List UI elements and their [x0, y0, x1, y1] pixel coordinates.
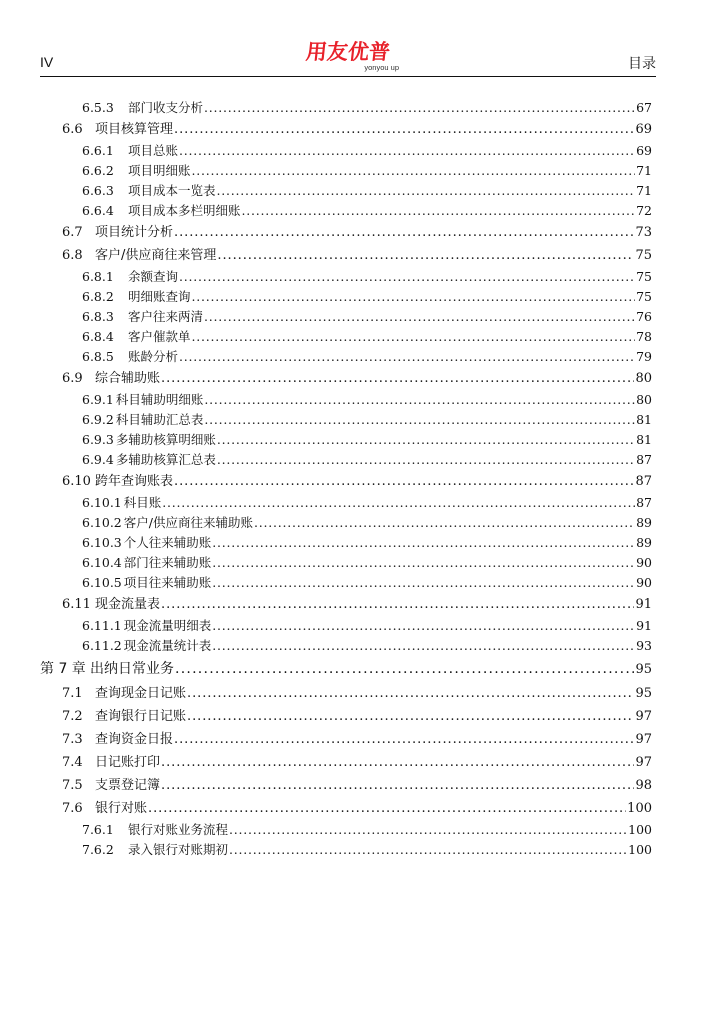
toc-entry-number: 6.10.5 — [82, 575, 122, 590]
toc-entry[interactable] — [40, 728, 652, 751]
toc-dot-leader — [161, 593, 634, 616]
brand-logo — [293, 40, 403, 80]
toc-entry-page: 71 — [636, 163, 652, 178]
toc-entry-title: 部门往来辅助账 — [123, 555, 212, 570]
toc-entry-title: 客户/供应商往来辅助账 — [123, 515, 253, 530]
toc-entry[interactable] — [40, 513, 652, 533]
toc-entry-title: 银行对账 — [95, 801, 148, 816]
toc-entry-title: 录入银行对账期初 — [128, 842, 229, 857]
toc-entry[interactable] — [40, 181, 652, 201]
toc-dot-leader — [229, 820, 627, 840]
toc-entry-title: 账龄分析 — [128, 349, 179, 364]
toc-dot-leader — [229, 840, 627, 860]
toc-entry-number: 6.10.4 — [82, 555, 122, 570]
toc-dot-leader — [212, 636, 635, 656]
toc-entry-title: 余额查询 — [128, 269, 179, 284]
toc-entry[interactable] — [40, 267, 652, 287]
toc-dot-leader — [192, 161, 636, 181]
toc-entry-page: 87 — [635, 474, 652, 489]
toc-entry-title: 项目核算管理 — [95, 122, 174, 137]
toc-entry[interactable] — [40, 840, 652, 860]
toc-dot-leader — [242, 201, 636, 221]
toc-entry-page: 75 — [635, 248, 652, 263]
toc-entry-page: 80 — [635, 371, 652, 386]
toc-entry-page: 90 — [636, 575, 652, 590]
toc-entry-number: 6.9.1 — [82, 392, 114, 407]
toc-entry-page: 69 — [635, 122, 652, 137]
toc-dot-leader — [212, 573, 635, 593]
toc-entry-number: 6.6 — [62, 122, 83, 137]
toc-entry-number: 7.4 — [62, 755, 83, 770]
toc-entry-number: 6.10.2 — [82, 515, 122, 530]
toc-entry[interactable] — [40, 347, 652, 367]
logo-chinese-text: 用友优普 — [304, 40, 392, 64]
toc-entry-page: 97 — [635, 755, 652, 770]
toc-entry-number: 6.8.2 — [82, 289, 114, 304]
toc-entry-number: 6.9.2 — [82, 412, 114, 427]
toc-entry-page: 72 — [636, 203, 652, 218]
toc-entry-number: 6.8.3 — [82, 309, 114, 324]
toc-entry-title: 支票登记簿 — [95, 778, 161, 793]
toc-dot-leader — [192, 327, 636, 347]
toc-entry[interactable] — [40, 287, 652, 307]
toc-entry[interactable] — [40, 656, 652, 682]
toc-entry-page: 89 — [636, 515, 652, 530]
toc-dot-leader — [217, 181, 636, 201]
toc-dot-leader — [174, 470, 634, 493]
toc-entry[interactable] — [40, 682, 652, 705]
toc-dot-leader — [179, 347, 635, 367]
toc-entry-number: 6.8.1 — [82, 269, 114, 284]
toc-entry-page: 93 — [636, 638, 652, 653]
toc-entry-number: 7.6.1 — [82, 822, 114, 837]
toc-entry-page: 87 — [636, 495, 652, 510]
toc-entry-number: 6.8 — [62, 248, 83, 263]
toc-entry[interactable] — [40, 573, 652, 593]
toc-dot-leader — [174, 118, 634, 141]
toc-dot-leader — [187, 705, 634, 728]
toc-entry-title: 客户往来两清 — [128, 309, 204, 324]
toc-dot-leader — [161, 751, 634, 774]
toc-entry-number: 7.6 — [62, 801, 83, 816]
toc-dot-leader — [192, 287, 636, 307]
toc-dot-leader — [204, 410, 635, 430]
toc-entry-page: 79 — [636, 349, 652, 364]
toc-entry-number: 第 7 章 — [40, 661, 86, 677]
toc-entry-title: 科目辅助汇总表 — [115, 412, 204, 427]
toc-entry-title: 客户催款单 — [128, 329, 191, 344]
toc-entry-number: 6.10.1 — [82, 495, 122, 510]
toc-dot-leader — [179, 141, 635, 161]
toc-entry-page: 80 — [636, 392, 652, 407]
toc-entry-number: 6.9 — [62, 371, 83, 386]
page-header — [40, 36, 656, 76]
toc-entry[interactable] — [40, 141, 652, 161]
toc-entry[interactable] — [40, 410, 652, 430]
toc-dot-leader — [174, 221, 634, 244]
toc-entry-page: 100 — [628, 822, 652, 837]
toc-dot-leader — [161, 774, 634, 797]
toc-entry-page: 69 — [636, 143, 652, 158]
toc-entry-number: 7.3 — [62, 732, 83, 747]
toc-entry-title: 现金流量表 — [95, 597, 161, 612]
toc-dot-leader — [212, 533, 635, 553]
toc-dot-leader — [161, 367, 634, 390]
page-number: IV — [40, 54, 54, 70]
toc-entry-page: 75 — [636, 289, 652, 304]
toc-entry-page: 78 — [636, 329, 652, 344]
toc-entry[interactable] — [40, 327, 652, 347]
toc-entry-number: 6.6.1 — [82, 143, 114, 158]
toc-entry-page: 97 — [635, 732, 652, 747]
toc-entry-number: 7.6.2 — [82, 842, 114, 857]
toc-entry-number: 6.6.4 — [82, 203, 114, 218]
toc-dot-leader — [162, 493, 635, 513]
toc-entry-title: 出纳日常业务 — [90, 661, 174, 677]
toc-entry-title: 个人往来辅助账 — [123, 535, 212, 550]
toc-entry[interactable] — [40, 307, 652, 327]
toc-entry-title: 项目统计分析 — [95, 225, 174, 240]
toc-entry[interactable] — [40, 533, 652, 553]
toc-dot-leader — [148, 797, 626, 820]
toc-entry-title: 项目成本一览表 — [128, 183, 216, 198]
toc-entry[interactable] — [40, 493, 652, 513]
toc-entry[interactable] — [40, 221, 652, 244]
toc-entry-title: 部门收支分析 — [128, 100, 204, 115]
toc-entry[interactable] — [40, 161, 652, 181]
toc-entry-title: 项目往来辅助账 — [123, 575, 212, 590]
toc-entry[interactable] — [40, 774, 652, 797]
toc-entry-page: 76 — [636, 309, 652, 324]
toc-dot-leader — [217, 430, 635, 450]
toc-entry-number: 6.9.4 — [82, 452, 114, 467]
toc-entry[interactable] — [40, 201, 652, 221]
toc-entry-page: 100 — [628, 842, 652, 857]
toc-entry-number: 6.8.4 — [82, 329, 114, 344]
toc-entry-number: 6.6.2 — [82, 163, 114, 178]
toc-entry-title: 多辅助核算明细账 — [115, 432, 216, 447]
toc-dot-leader — [179, 267, 635, 287]
toc-dot-leader — [204, 307, 635, 327]
toc-entry-number: 6.6.3 — [82, 183, 114, 198]
toc-dot-leader — [204, 98, 635, 118]
toc-entry-number: 6.10.3 — [82, 535, 122, 550]
toc-entry-title: 明细账查询 — [128, 289, 191, 304]
toc-entry-page: 91 — [636, 618, 652, 633]
toc-entry-title: 项目成本多栏明细账 — [128, 203, 241, 218]
toc-dot-leader — [217, 450, 635, 470]
toc-entry-title: 查询银行日记账 — [95, 709, 187, 724]
toc-dot-leader — [254, 513, 635, 533]
toc-entry[interactable] — [40, 553, 652, 573]
toc-entry[interactable] — [40, 616, 652, 636]
toc-entry-title: 项目明细账 — [128, 163, 191, 178]
toc-entry-number: 7.5 — [62, 778, 83, 793]
toc-entry[interactable] — [40, 797, 652, 820]
toc-entry[interactable] — [40, 98, 652, 118]
toc-entry-page: 81 — [636, 432, 652, 447]
toc-entry-number: 6.5.3 — [82, 100, 114, 115]
toc-entry[interactable] — [40, 470, 652, 493]
toc-entry-title: 现金流量明细表 — [123, 618, 212, 633]
toc-entry-page: 75 — [636, 269, 652, 284]
toc-entry-page: 100 — [627, 801, 652, 816]
toc-entry-page: 89 — [636, 535, 652, 550]
toc-entry[interactable] — [40, 751, 652, 774]
toc-entry[interactable] — [40, 367, 652, 390]
toc-entry-page: 95 — [635, 662, 652, 677]
toc-dot-leader — [212, 616, 635, 636]
toc-entry-page: 98 — [635, 778, 652, 793]
toc-entry-page: 87 — [636, 452, 652, 467]
toc-entry[interactable] — [40, 820, 652, 840]
toc-entry-title: 科目账 — [123, 495, 162, 510]
toc-entry-title: 项目总账 — [128, 143, 179, 158]
toc-entry-title: 查询资金日报 — [95, 732, 174, 747]
toc-entry-page: 71 — [636, 183, 652, 198]
toc-dot-leader — [212, 553, 635, 573]
toc-dot-leader — [174, 728, 634, 751]
toc-entry-title: 跨年查询账表 — [95, 474, 174, 489]
toc-entry[interactable] — [40, 593, 652, 616]
toc-entry-title: 多辅助核算汇总表 — [115, 452, 216, 467]
toc-entry-number: 6.11.2 — [82, 638, 122, 653]
toc-entry-title: 银行对账业务流程 — [128, 822, 229, 837]
toc-dot-leader — [204, 390, 635, 410]
toc-entry-number: 7.2 — [62, 709, 83, 724]
toc-entry-number: 6.10 — [62, 474, 91, 489]
toc-entry-number: 6.9.3 — [82, 432, 114, 447]
toc-dot-leader — [187, 682, 634, 705]
toc-entry-title: 科目辅助明细账 — [115, 392, 204, 407]
toc-entry[interactable] — [40, 430, 652, 450]
toc-entry[interactable] — [40, 636, 652, 656]
toc-entry-title: 综合辅助账 — [95, 371, 161, 386]
toc-entry-number: 6.7 — [62, 225, 83, 240]
toc-dot-leader — [217, 244, 634, 267]
toc-entry-number: 6.11.1 — [82, 618, 122, 633]
toc-entry[interactable] — [40, 118, 652, 141]
toc-entry-number: 6.8.5 — [82, 349, 114, 364]
toc-entry-page: 95 — [635, 686, 652, 701]
toc-entry-page: 90 — [636, 555, 652, 570]
toc-entry[interactable] — [40, 705, 652, 728]
toc-entry-page: 97 — [635, 709, 652, 724]
toc-entry-page: 91 — [635, 597, 652, 612]
logo-english-text: yonyou up — [364, 63, 399, 72]
section-title: 目录 — [628, 56, 656, 72]
toc-entry[interactable] — [40, 244, 652, 267]
toc-dot-leader — [175, 656, 634, 682]
toc-entry-title: 客户/供应商往来管理 — [95, 248, 217, 263]
toc-entry-page: 67 — [636, 100, 652, 115]
toc-entry-page: 81 — [636, 412, 652, 427]
toc-entry[interactable] — [40, 390, 652, 410]
toc-entry[interactable] — [40, 450, 652, 470]
table-of-contents — [40, 98, 652, 860]
toc-entry-number: 6.11 — [62, 597, 91, 612]
toc-entry-number: 7.1 — [62, 686, 83, 701]
toc-entry-title: 查询现金日记账 — [95, 686, 187, 701]
toc-entry-page: 73 — [635, 225, 652, 240]
toc-entry-title: 日记账打印 — [95, 755, 161, 770]
header-divider — [40, 76, 656, 77]
toc-entry-title: 现金流量统计表 — [123, 638, 212, 653]
